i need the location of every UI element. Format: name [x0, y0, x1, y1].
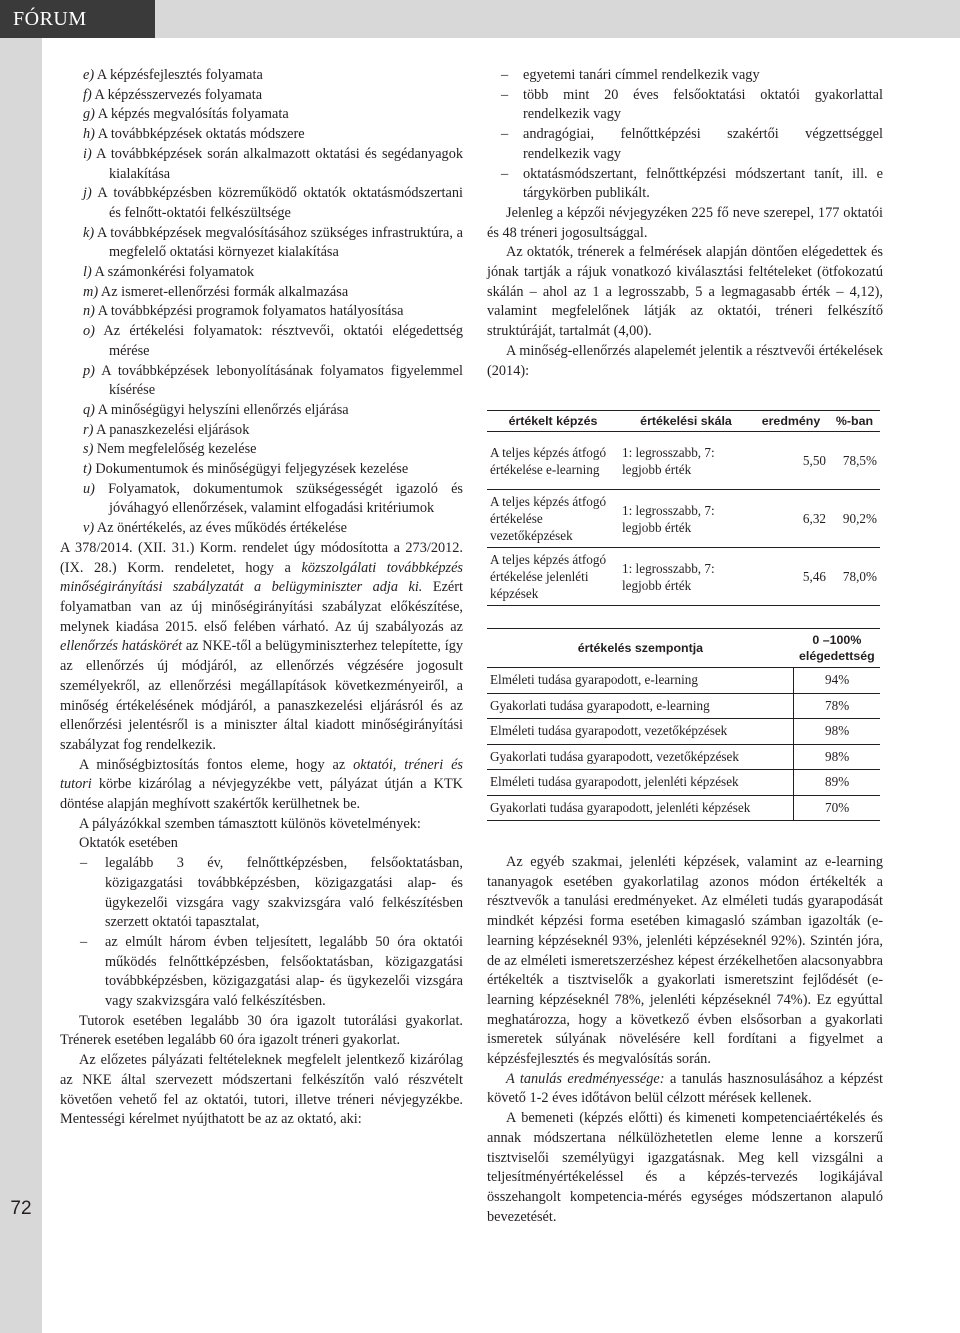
table-cell: 5,50	[753, 432, 829, 490]
table-cell: 78,0%	[829, 548, 880, 606]
table-cell: Gyakorlati tudása gyarapodott, jelenléti képzések	[487, 795, 794, 821]
table-cell: 89%	[794, 770, 880, 796]
list-text: A továbbképzésben közreműködő oktatók oktatásmódszertani és felnőtt-oktatói felkészültsége	[97, 185, 463, 221]
list-marker: i)	[83, 145, 92, 162]
table-row	[487, 770, 880, 796]
list-item	[60, 66, 463, 86]
list-text: A továbbképzések lebonyolításának folyamatos figyelemmel kísérése	[101, 362, 463, 399]
list-item	[60, 145, 463, 184]
table-row	[487, 432, 880, 490]
list-marker: h)	[83, 126, 95, 143]
column-header: eredmény	[753, 411, 829, 432]
paragraph-satisfaction: Az oktatók, trénerek a felmérések alapján döntően elégedettek és jónak tartják a rájuk vonatkozó kiválasztási feltételeket (ötfokozatú skálán – ahol az 1 a legrosszabb, 5 a legmagasabb érték – 4,12), valamint megfelelőnek látják az oktatói, tréneri felkészítő struktúráját, tartalmát (4,00).	[487, 244, 883, 340]
list-marker: s)	[83, 441, 94, 458]
list-item	[60, 105, 463, 125]
list-text: Nem megfelelőség kezelése	[96, 441, 257, 458]
list-marker: e)	[83, 67, 95, 83]
list-marker: q)	[83, 401, 95, 418]
table-row	[487, 548, 880, 606]
column-header: értékelési skála	[619, 411, 753, 432]
left-column	[60, 66, 463, 1130]
text: A 378/2014. (XII. 31.) Korm. rendelet úgy módosította a 273/2012. (IX. 28.) Korm. rendeletet, hogy a	[60, 539, 463, 576]
list-text: A továbbképzések oktatás módszere	[97, 126, 305, 143]
list-text: Az önértékelés, az éves működés értékelése	[96, 520, 347, 537]
list-item: – legalább 3 év, felnőttképzésben, felsőoktatásban, közigazgatási továbbképzésben, közigazgatási alap- és ügykezelői vizsgára vagy szakvizsgára való felkészítésben szerzett oktatói tapasztalat,	[60, 854, 463, 933]
paragraph-tutors: Tutorok esetében legalább 30 óra igazolt tutorálási gyakorlat. Trénerek esetében legalább 60 óra igazolt tréneri gyakorlat.	[60, 1012, 463, 1049]
table-cell: 78%	[794, 693, 880, 719]
table-row	[487, 693, 880, 719]
list-marker: t)	[83, 461, 92, 478]
column-header: értékelés szempontja	[487, 629, 794, 668]
list-text: A képzésszervezés folyamata	[94, 86, 263, 103]
table-cell: 1: legrosszabb, 7: legjobb érték	[619, 548, 753, 606]
list-item	[60, 302, 463, 322]
paragraph-registry: Jelenleg a képzői névjegyzéken 225 fő neve szerepel, 177 oktatói és 48 tréneri jogosultsággal.	[487, 204, 883, 241]
table-cell: 6,32	[753, 490, 829, 548]
list-text: Dokumentumok és minőségügyi feljegyzések kezelése	[95, 461, 409, 478]
paragraph-applicants: Az előzetes pályázati feltételeknek megfelelt jelentkező kizárólag az NKE által szervezett módszertani felkészítőn való részvételt követően vehető fel az oktatói, tutori, illetve tréneri névjegyzékbe. Mentességi kérelmet nyújthatott be az az oktató, aki:	[60, 1052, 463, 1128]
list-marker: o)	[83, 323, 95, 340]
text-italic: ellenőrzés hatáskörét	[60, 638, 183, 655]
section-label: FÓRUM	[0, 0, 155, 38]
table-row	[487, 668, 880, 694]
text-italic: A tanulás eredményessége:	[506, 1070, 665, 1087]
list-item	[60, 440, 463, 460]
list-text: A képzésfejlesztés folyamata	[96, 67, 263, 83]
list-item	[60, 362, 463, 401]
table-cell: Gyakorlati tudása gyarapodott, vezetőképzések	[487, 744, 794, 770]
paragraph-requirements: A pályázókkal szemben támasztott különös követelmények:	[79, 815, 421, 832]
table-cell: Elméleti tudása gyarapodott, vezetőképzések	[487, 719, 794, 745]
list-item: – több mint 20 éves felsőoktatási oktatói gyakorlattal rendelkezik vagy	[487, 86, 883, 125]
table-row	[487, 719, 880, 745]
list-marker: n)	[83, 303, 95, 320]
list-text: A minőségügyi helyszíni ellenőrzés eljárása	[97, 401, 349, 418]
list-item	[60, 480, 463, 519]
satisfaction-table	[487, 628, 880, 821]
table-cell: 94%	[794, 668, 880, 694]
table-row	[487, 795, 880, 821]
text: az NKE-től a belügyminiszterhez telepítette, így az ellenőrzés új módjáról, az ellenőrzés végzésére jogosult személyekről, az ellenőrzési megállapítások következményeiről, a minőség értékelésének módjáról, a panaszkezelési eljárásról és az ellenőrzési jelentésről is a miniszter által kiadott minőségirányítási szabályzat fog rendelkezik.	[60, 638, 463, 753]
list-marker: v)	[83, 520, 95, 537]
teacher-requirements-list	[60, 854, 463, 1012]
header-rule	[155, 0, 960, 38]
paragraph-results: Az egyéb szakmai, jelenléti képzések, valamint az e-learning tananyagok esetében gyakorlatilag azonos módon értékelték a résztvevők a tanulási eredményeket. Az elméleti tudás gyarapodását mindkét képzési forma esetében kimagasló számban igazolták (e-learning képzéseknél 93%, jelenléti képzéseknél 92%). Szintén jóra, de az elméleti ismeretszerzéshez képest érzékelhetően alacsonyabbra értékelték a tisztviselők a gyakorlati ismeretszint fejlődését (e-learning képzéseknél 78%, jelenléti képzéseknél 74%). Ez egyúttal meghatározza, hogy a következő évben elsősorban a gyakorlati ismeretek súlyának növelésére kell fordítani a figyelmet a képzésfejlesztés és megvalósítás során.	[487, 854, 883, 1068]
text: Ezért folyamatban van az új minőségirányítási szabályzat előkészítése, melynek kiadása 2015. első felében várható. Az új szabályozás az	[60, 579, 463, 635]
table-cell: 1: legrosszabb, 7: legjobb érték	[619, 490, 753, 548]
list-item	[60, 86, 463, 106]
table-row	[487, 490, 880, 548]
list-item	[60, 519, 463, 539]
right-column	[487, 66, 883, 381]
table-cell: A teljes képzés átfogó értékelése jelenléti képzések	[487, 548, 619, 606]
table-cell: 90,2%	[829, 490, 880, 548]
list-item: – oktatásmódszertant, felnőttképzési módszertant tanít, ill. e tárgykörben publikált.	[487, 165, 883, 204]
list-item	[60, 125, 463, 145]
list-item	[60, 460, 463, 480]
paragraph-regulation	[60, 539, 463, 756]
list-text: A panaszkezelési eljárások	[96, 421, 250, 438]
column-header: értékelt képzés	[487, 411, 619, 432]
list-marker: g)	[83, 106, 95, 123]
table-cell: 98%	[794, 719, 880, 745]
right-column-lower	[487, 853, 883, 1227]
table-cell: 78,5%	[829, 432, 880, 490]
list-item	[60, 263, 463, 283]
paragraph-teachers: Oktatók esetében	[79, 835, 178, 852]
process-list	[60, 66, 463, 539]
list-item	[60, 283, 463, 303]
table-cell: 5,46	[753, 548, 829, 606]
list-marker: p)	[83, 362, 95, 379]
paragraph-competence: A bemeneti (képzés előtti) és kimeneti kompetenciaértékelés és annak módszertana nélkülözhetetlen eleme lenne a korszerű tisztviselői személyügyi igazgatásnak. Meg kell vizsgálni a teljesítményértékeléssel és a képzés-tervezés logikájával összehangolt kompetencia-mérés egységes módszertanon alapuló bevezetését.	[487, 1110, 883, 1225]
table-cell: Elméleti tudása gyarapodott, jelenléti képzések	[487, 770, 794, 796]
table-row	[487, 744, 880, 770]
list-item	[60, 421, 463, 441]
table-cell: 98%	[794, 744, 880, 770]
list-item	[60, 322, 463, 361]
paragraph-quality	[60, 756, 463, 815]
paragraph-evaluations: A minőség-ellenőrzés alapelemét jelentik a résztvevői értékelések (2014):	[487, 342, 883, 379]
list-text: A számonkérési folyamatok	[94, 264, 255, 281]
text: körbe kizárólag a névjegyzékbe vett, pályázat útján a KTK döntése alapján meghívott szakértők kerülhetnek be.	[60, 776, 463, 813]
table-cell: A teljes képzés átfogó értékelése vezetőképzések	[487, 490, 619, 548]
text: a tanulás hasznosulásához a képzést követő 1-2 éves időtávon belül célzott mérések kellenek.	[487, 1070, 883, 1107]
list-marker: k)	[83, 224, 95, 241]
text-italic: oktatói, tréneri és tutori	[60, 756, 463, 793]
table-cell: A teljes képzés átfogó értékelése e-learning	[487, 432, 619, 490]
table-cell: 1: legrosszabb, 7: legjobb érték	[619, 432, 753, 490]
list-marker: r)	[83, 421, 94, 438]
list-item	[60, 401, 463, 421]
table-cell: Elméleti tudása gyarapodott, e-learning	[487, 668, 794, 694]
column-header: %-ban	[829, 411, 880, 432]
evaluation-table	[487, 410, 880, 606]
list-item: – az elmúlt három évben teljesített, legalább 50 óra oktatói működés felnőttképzésben, felsőoktatásban, közigazgatási továbbképzésben, közigazgatási alap- és ügykezelői vizsgára vagy szakvizsgára való felkészítésben.	[60, 933, 463, 1012]
list-text: A továbbképzések során alkalmazott oktatási és segédanyagok kialakítása	[96, 145, 463, 182]
list-text: Az ismeret-ellenőrzési formák alkalmazása	[100, 283, 349, 300]
page-number: 72	[10, 1198, 32, 1219]
list-item: – andragógiai, felnőttképzési szakértői végzettséggel rendelkezik vagy	[487, 125, 883, 164]
list-item: – egyetemi tanári címmel rendelkezik vagy	[487, 66, 883, 86]
list-text: A továbbképzések megvalósításához szükséges infrastruktúra, a megfelelő oktatási környezet kialakítása	[97, 224, 463, 261]
column-header: 0 –100% elégedettség	[794, 629, 880, 668]
list-marker: u)	[83, 480, 95, 497]
paragraph-effectiveness	[487, 1070, 883, 1109]
list-text: A képzés megvalósítás folyamata	[97, 106, 289, 123]
exemption-list	[487, 66, 883, 204]
page-sidebar	[0, 38, 42, 1333]
list-marker: j)	[83, 185, 92, 202]
table-cell: 70%	[794, 795, 880, 821]
list-text: Az értékelési folyamatok: résztvevői, oktatói elégedettség mérése	[103, 323, 463, 359]
text: A minőségbiztosítás fontos eleme, hogy az	[79, 756, 354, 773]
list-text: Folyamatok, dokumentumok szükségességét igazoló és jóváhagyó ellenőrzések, valamint elfogadási kritériumok	[108, 480, 463, 517]
list-item	[60, 224, 463, 263]
page-header	[0, 0, 960, 38]
text-italic: közszolgálati továbbképzés minőségirányítási szabályzatát a belügyminiszter adja ki.	[60, 559, 463, 596]
list-item	[60, 184, 463, 223]
list-marker: f)	[83, 86, 92, 103]
list-text: A továbbképzési programok folyamatos hatályosítása	[97, 303, 404, 320]
list-marker: l)	[83, 264, 92, 281]
list-marker: m)	[83, 283, 99, 300]
table-cell: Gyakorlati tudása gyarapodott, e-learning	[487, 693, 794, 719]
